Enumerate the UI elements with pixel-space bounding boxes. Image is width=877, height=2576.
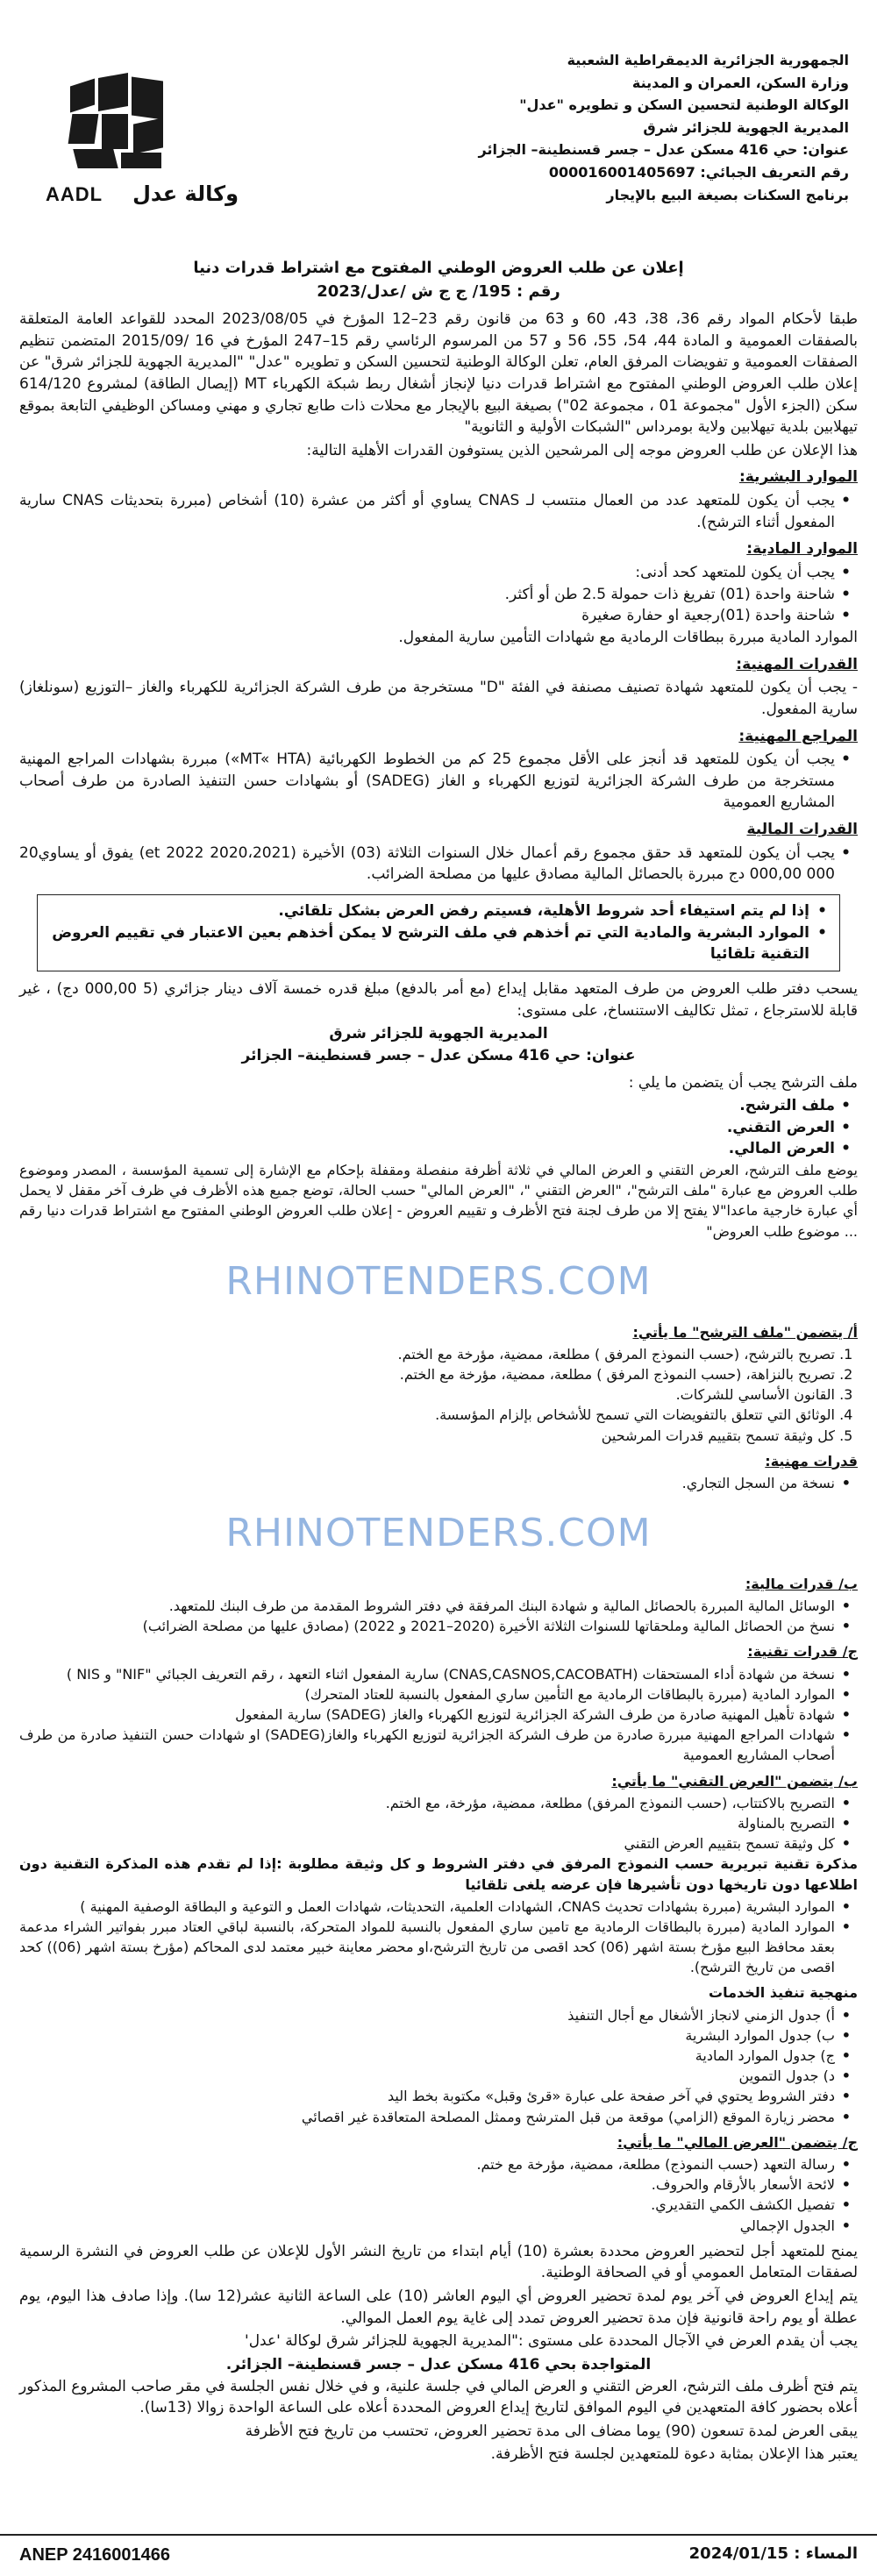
authority-line: الوكالة الوطنية لتحسين السكن و تطويره "عدل" [519,96,849,114]
list-item: • الموارد البشرية (مبررة بشهادات تحديث CNAS، الشهادات العلمية، التحديثات، شهادات العمل و التوعية و البطاقة الوصفية المهنية ) [19,1896,835,1917]
list-item: • يجب أن يكون للمتعهد قد حقق مجموع رقم أعمال خلال السنوات الثلاثة (03) الأخيرة (2020،2021 et 2022) يفوق أو يساوي20 000 000,00 دج مبررة بالحصائل المالية مصادق عليها من مصلحة الضرائب. [19,843,835,886]
section-heading: ب/ يتضمن "العرض التقني" ما يأتي: [611,1772,858,1790]
list-item: 4. الوثائق التي تتعلق بالتفويضات التي تسمح للأشخاص بإلزام المؤسسة. [19,1405,835,1425]
list-item: • ب) جدول الموارد البشرية [19,2025,835,2046]
note-text: الموارد المادية مبررة ببطاقات الرمادية مع شهادات التأمين سارية المفعول. [398,628,858,646]
list-item: • لائحة الأسعار بالأرقام والحروف. [19,2174,835,2195]
list-item: • تفصيل الكشف الكمي التقديري. [19,2195,835,2215]
withdrawal-text: يسحب دفتر طلب العروض من طرف المتعهد مقابل إيداع (مع أمر بالدفع) مبلغ قدره خمسة آلاف دينار جزائري (5 000,00 دج) ، غير قابلة للاسترجاع ، تمثل تكاليف الاستنساخ، على مستوى: [19,979,859,1020]
authority-line: رقم التعريف الجبائي: 000016001405697 [548,163,849,181]
tender-title [19,256,858,303]
address-line: المديرية الجهوية للجزائر شرق [329,1025,548,1043]
closing-paragraph: يبقى العرض لمدة تسعون (90) يوما مضاف الى مدة تحضير العروض، تحتسب من تاريخ فتح الأظرفة [245,2422,858,2440]
authority-line: عنوان: حي 416 مسكن عدل – جسر قسنطينة– الجزائر [478,141,849,159]
list-item: • شهادة تأهيل المهنية صادرة من طرف الشركة الجزائرية لتوزيع الكهرباء والغاز (SADEG) سارية المفعول [19,1704,835,1725]
section-heading: القدرات المالية [746,821,858,839]
logo-arabic-text: وكالة عدل [132,181,239,206]
financial-offer-section [19,2132,858,2236]
authority-line: وزارة السكن، العمران و المدينة [631,74,849,91]
section-heading: القدرات المهنية: [736,655,858,673]
list-item: • نسخة من السجل التجاري. [19,1473,835,1493]
section-heading: منهجية تنفيذ الخدمات [709,1984,858,2002]
watermark-text: RHINOTENDERS.COM [225,1258,652,1304]
intro-section [19,309,858,886]
notice-line: • الموارد البشرية والمادية التي تم أخذهم في ملف الترشح لا يمكن أخذهم بعين الاعتبار في تقييم العروض التقنية تلقائيا [48,922,829,965]
intro-paragraph: طبقا لأحكام المواد رقم 36، 38، 43، 60 و 63 من قانون رقم 23–12 المؤرخ في 2023/08/05 المحدد للقواعد العامة المتعلقة بالصفقات العمومية و المادة 44، 54، 55، 56 و 57 من المرسوم الرئاسي رقم 15–247 المؤرخ في 16 /2015/09 المتضمن تنظيم الصفقات العمومية و تفويضات المرفق العام، تعلن الوكالة الوطنية لتحسين السكن و تطويره "عدل" "المديرية الجهوية للجزائر شرق" عن إعلان طلب العروض الوطني المفتوح مع اشتراط قدرات دنيا لإنجاز أشغال ربط شبكة الكهرباء MT (إيصال الطاقة) لمشروع 614/120 سكن (الجزء الأول "مجموعة 01 ، مجموعة 02") بصيغة البيع بالإيجار مع محلات ذات طابع تجاري و مهني ومساكن الوظيفي التابعة بموقع تيهلابين بلدية تيهلابين ولاية بومرداس "الشبكات الأولية و الثانوية" [19,310,859,437]
document-header [19,49,858,251]
technical-memo-note: مذكرة تقنية تبريرية حسب النموذج المرفق في دفتر الشروط و كل وثيقة مطلوبة :إذا لم تقدم هذه المذكرة التقنية دون اطلاعها دون تاريخها دون تأشيرها فإن عرضه يلغى تلقائيا [19,1855,858,1893]
list-item: • الوسائل المالية المبررة بالحصائل المالية و شهادة البنك المرفقة في دفتر الشروط المقدمة من طرف البنك للمتعهد. [19,1596,835,1616]
list-item: • شاحنة واحدة (01)رجعية او حفارة صغيرة [19,605,835,627]
closing-address: المتواجدة بحي 416 مسكن عدل – جسر قسنطينة– الجزائر. [225,2355,652,2373]
capacities-section [19,1574,858,1766]
section-heading: ج/ يتضمن "العرض المالي" ما يأتي: [617,2133,858,2151]
authority-line: الجمهورية الجزائرية الديمقراطية الشعبية [567,52,849,68]
address-line: عنوان: حي 416 مسكن عدل – جسر قسنطينة– الجزائر [241,1046,636,1064]
anep-reference: ANEP 2416001466 [19,2545,170,2565]
list-item: 2. تصريح بالنزاهة، (حسب النموذج المرفق ) مطلعة، ممضية، مؤرخة مع الختم. [19,1364,835,1384]
page-footer [0,2534,877,2576]
list-item: - يجب أن يكون للمتعهد شهادة تصنيف مصنفة في الفئة "D" مستخرجة من طرف الشركة الجزائرية للكهرباء والغاز –التوزيع (سونلغاز) سارية المفعول. [19,679,858,718]
list-item: • الموارد المادية (مبررة بالبطاقات الرمادية مع التأمين ساري المفعول بالنسبة للعتاد المتحرك) [19,1684,835,1704]
section-heading: الموارد المادية: [746,540,858,559]
list-item: • نسخ من الحصائل المالية وملحقاتها للسنوات الثلاثة الأخيرة (2020–2021 و 2022) (مصادق عليها من مصلحة الضرائب) [19,1616,835,1636]
eligibility-notice-box [37,894,840,971]
list-item: • العرض المالي. [19,1138,835,1160]
list-item: • يجب أن يكون للمتعهد قد أنجز على الأقل مجموع 25 كم من الخطوط الكهربائية (MT« HTA») مبررة بشهادات المراجع المهنية مستخرجة من طرف الشركة الجزائرية لتوزيع الكهرباء و الغاز (SADEG) أو بشهادات حسن التنفيذ الصادرة من طرف أصحاب المشاريع العمومية [19,749,835,814]
list-item: • رسالة التعهد (حسب النموذج) مطلعة، ممضية، مؤرخة مع ختم. [19,2154,835,2174]
list-item: • شاحنة واحدة (01) تفريغ ذات حمولة 2.5 طن أو أكثر. [19,584,835,606]
list-item: • ملف الترشح. [19,1095,835,1117]
list-item: • العرض التقني. [19,1117,835,1139]
list-item: • د) جدول التموين [19,2066,835,2086]
authority-line: المديرية الجهوية للجزائر شرق [643,118,849,136]
intro-paragraph: هذا الإعلان عن طلب العروض موجه إلى المرشحين الذين يستوفون القدرات الأهلية التالية: [306,441,858,459]
list-item: • يجب أن يكون للمتعهد كحد أدنى: [19,562,835,584]
list-item: • يجب أن يكون للمتعهد عدد من العمال منتسب لـ CNAS يساوي أو أكثر من عشرة (10) أشخاص (مبررة بتحديثات CNAS سارية المفعول أثناء الترشح). [19,490,835,533]
list-item: • دفتر الشروط يحتوي في آخر صفحة على عبارة «قرئ وقبل» مكتوبة بخط اليد [19,2086,835,2106]
aadl-logo [46,75,239,207]
closing-paragraph: يتم إيداع العروض في آخر يوم لمدة تحضير العروض أي اليوم العاشر (10) على الساعة الثانية عشر(12 سا). وإذا صادف هذا اليوم، يوم عطلة أو يوم راحة قانونية فإن مدة تحضير العروض تمدد إلى غاية يوم العمل الموالي. [19,2288,858,2327]
list-item: • نسخة من شهادة أداء المستحقات (CNAS,CASNOS,CACOBATH) سارية المفعول اثناء التعهد ، رقم التعريف الجبائي "NIF" و NIS ) [19,1664,835,1684]
list-item: • التصريح بالاكتتاب، (حسب النموذج المرفق) مطلعة، ممضية، مؤرخة، مع الختم. [19,1793,835,1813]
closing-paragraph: يجب أن يقدم العرض في الآجال المحددة على مستوى :"المديرية الجهوية للجزائر شرق لوكالة 'عدل' [245,2332,858,2351]
dossier-section [19,1072,858,1242]
closing-section [19,2241,858,2466]
section-heading: قدرات مهنية: [765,1452,858,1469]
list-item: • الموارد المادية (مبررة بالبطاقات الرمادية مع تامين ساري المفعول بالنسبة للمواد المتحركة، بالنسبة لباقي العتاد مبرر بفواتير الشراء مدعمة بعقد محافظ البيع مؤرخ بستة اشهر (06) كحد اقصى من تاريخ الترشح،او محضر معاينة خبير معتمد لدى المحاكم (مؤرخ بستة اشهر (06)) كحد اقصى من تاريخ الترشح). [19,1917,835,1978]
closing-paragraph: يعتبر هذا الإعلان بمثابة دعوة للمتعهدين لجلسة فتح الأظرفة. [490,2445,858,2464]
list-item: 5. كل وثيقة تسمح بتقييم قدرات المرشحين [19,1426,835,1446]
publication-date: المساء : 2024/01/15 [688,2544,858,2563]
section-heading: المراجع المهنية: [738,727,858,745]
section-heading: ب/ قدرات مالية: [745,1575,858,1592]
list-item: 3. القانون الأساسي للشركات. [19,1384,835,1405]
list-item: • محضر زيارة الموقع (الزامي) موقعة من قبل المترشح وممثل المصلحة المتعاقدة غير اقصائي [19,2107,835,2127]
authority-block [358,49,849,206]
list-item: 1. تصريح بالترشح، (حسب النموذج المرفق ) مطلعة، ممضية، مؤرخة مع الختم. [19,1344,835,1364]
watermark-text: RHINOTENDERS.COM [225,1511,652,1556]
list-item: • شهادات المراجع المهنية مبررة صادرة من طرف الشركة الجزائرية لتوزيع الكهرباء والغاز(SADEG) او شهادات حسن التنفيذ صادرة من طرف أصحاب المشاريع العمومية [19,1725,835,1765]
aadl-logo-mark-icon [70,75,167,172]
technical-offer-section [19,1771,858,2127]
section-heading: الموارد البشرية: [738,468,858,487]
closing-paragraph: يمنح للمتعهد أجل لتحضير العروض محددة بعشرة (10) أيام ابتداء من تاريخ النشر الأول للإعلان عن طلب العروض في النشرة الرسمية لصفقات المتعامل العمومي أو في الصحافة الوطنية. [19,2242,858,2282]
tender-number: رقم : 195/ ج ج ش /عدل/2023 [317,282,560,301]
closing-paragraph: يتم فتح أظرف ملف الترشح، العرض التقني و العرض المالي في جلسة علنية، و في خلال نفس الجلسة في مقر صاحب المشروع المذكور أعلاه بحضور كافة المتعهدين في اليوم الموافق لتاريخ إيداع العروض المحددة أعلاه على الساعة الواحدة زوالا (13سا). [19,2377,858,2417]
dossier-intro: ملف الترشح يجب أن يتضمن ما يلي : [628,1073,858,1092]
envelope-instructions: يوضع ملف الترشح، العرض التقني و العرض المالي في ثلاثة أظرفة منفصلة ومقفلة بإحكام مع الإشارة إلى تسمية المؤسسة ، المصدر وموضوع طلب العروض مع عبارة "ملف الترشح"، "العرض التقني "، "العرض المالي" حسب الحالة، توضع جميع هذه الأظرف في ظرف آخر مقفل لا يحمل أي عبارة خارجية ماعدا"لا يفتح إلا من طرف لجنة فتح الأظرف و تقييم العروض - إعلان طلب العروض الوطني المفتوح مع اشتراط قدرات دنيا رقم ... موضوع طلب العروض" [19,1162,858,1240]
list-item: • التصريح بالمناولة [19,1813,835,1833]
notice-line: • إذا لم يتم استيفاء أحد شروط الأهلية، فسيتم رفض العرض بشكل تلقائي. [48,900,829,922]
list-item: • أ) جدول الزمني لانجاز الأشغال مع أجال التنفيذ [19,2005,835,2025]
section-heading: أ/ يتضمن "ملف الترشح" ما يأتي: [632,1323,858,1341]
list-item: • كل وثيقة تسمح بتقييم العرض التقني [19,1833,835,1854]
tender-title-line: إعلان عن طلب العروض الوطني المفتوح مع اشتراط قدرات دنيا [193,259,684,277]
candidature-section [19,1322,858,1494]
authority-line: برنامج السكنات بصيغة البيع بالإيجار [606,186,849,203]
withdrawal-section [19,978,858,1067]
list-item: • الجدول الإجمالي [19,2216,835,2236]
list-item: • ج) جدول الموارد المادية [19,2046,835,2066]
logo-latin-text: AADL [46,183,103,205]
section-heading: ج/ قدرات تقنية: [747,1643,858,1661]
